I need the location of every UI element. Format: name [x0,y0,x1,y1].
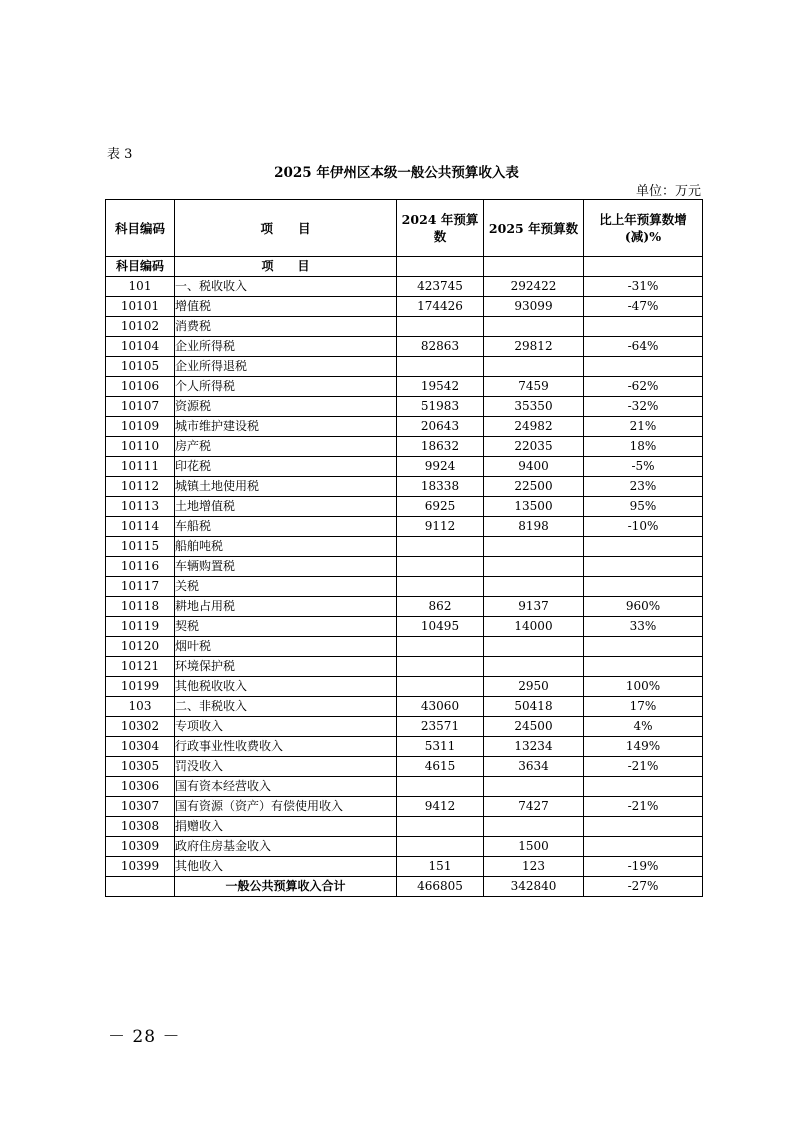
row-code: 10399 [106,857,175,877]
row-code: 10199 [106,677,175,697]
row-name: 耕地占用税 [175,597,397,617]
row-value-2024 [397,557,484,577]
header-budget-2024: 2024 年预算数 [397,200,484,257]
row-value-2025: 29812 [484,337,584,357]
row-name: 城市维护建设税 [175,417,397,437]
row-value-2025 [484,537,584,557]
row-value-2025: 9400 [484,457,584,477]
row-value-2025 [484,557,584,577]
row-change: 960% [584,597,703,617]
row-name: 烟叶税 [175,637,397,657]
row-value-2025: 8198 [484,517,584,537]
row-value-2025 [484,637,584,657]
row-name: 契税 [175,617,397,637]
table-row [106,797,703,817]
row-value-2024: 18632 [397,437,484,457]
row-code: 10111 [106,457,175,477]
table-row [106,537,703,557]
row-value-2025: 292422 [484,277,584,297]
table-row [106,497,703,517]
header-change: 比上年预算数增(减)% [584,200,703,257]
row-change [584,537,703,557]
row-code: 10102 [106,317,175,337]
subheader-empty [397,257,484,277]
row-code: 10110 [106,437,175,457]
subheader-item: 项 目 [175,257,397,277]
header-budget-2025: 2025 年预算数 [484,200,584,257]
row-value-2025: 123 [484,857,584,877]
table-row [106,417,703,437]
row-value-2025: 14000 [484,617,584,637]
row-change [584,637,703,657]
row-value-2024 [397,657,484,677]
row-value-2025: 93099 [484,297,584,317]
row-code: 10309 [106,837,175,857]
row-value-2024: 18338 [397,477,484,497]
row-name: 专项收入 [175,717,397,737]
row-name: 国有资源（资产）有偿使用收入 [175,797,397,817]
row-change [584,357,703,377]
row-code: 10118 [106,597,175,617]
row-code: 10117 [106,577,175,597]
row-change: -5% [584,457,703,477]
row-value-2024: 9924 [397,457,484,477]
table-row [106,817,703,837]
row-change [584,557,703,577]
row-value-2024 [397,357,484,377]
row-code: 10113 [106,497,175,517]
table-row [106,437,703,457]
table-row [106,517,703,537]
row-change: 149% [584,737,703,757]
table-row [106,357,703,377]
row-value-2024: 862 [397,597,484,617]
row-value-2024: 4615 [397,757,484,777]
table-row [106,777,703,797]
row-change: 100% [584,677,703,697]
table-row [106,697,703,717]
row-value-2025: 13500 [484,497,584,517]
row-code: 10119 [106,617,175,637]
row-name: 资源税 [175,397,397,417]
row-value-2024 [397,817,484,837]
total-change: -27% [584,877,703,897]
row-change: 33% [584,617,703,637]
table-row [106,457,703,477]
table-row [106,297,703,317]
row-code: 10304 [106,737,175,757]
row-change: 21% [584,417,703,437]
row-name: 企业所得税 [175,337,397,357]
table-subheader-row [106,257,703,277]
row-code: 10120 [106,637,175,657]
row-change: 95% [584,497,703,517]
total-row [106,877,703,897]
header-item: 项 目 [175,200,397,257]
row-name: 个人所得税 [175,377,397,397]
row-change [584,817,703,837]
table-row [106,837,703,857]
row-name: 土地增值税 [175,497,397,517]
row-value-2025: 3634 [484,757,584,777]
row-code: 10109 [106,417,175,437]
row-value-2024 [397,677,484,697]
table-row [106,637,703,657]
row-value-2024: 82863 [397,337,484,357]
table-row [106,857,703,877]
table-header-row [106,200,703,257]
table-row [106,277,703,297]
row-name: 其他税收收入 [175,677,397,697]
row-name: 增值税 [175,297,397,317]
row-name: 企业所得退税 [175,357,397,377]
row-name: 一、税收收入 [175,277,397,297]
row-code: 10116 [106,557,175,577]
total-value-2025: 342840 [484,877,584,897]
total-name: 一般公共预算收入合计 [175,877,397,897]
table-label: 表 3 [107,147,133,162]
table-row [106,737,703,757]
row-code: 10306 [106,777,175,797]
row-code: 10302 [106,717,175,737]
row-change: -19% [584,857,703,877]
subheader-empty [584,257,703,277]
row-code: 10107 [106,397,175,417]
table-row [106,677,703,697]
row-value-2025: 35350 [484,397,584,417]
row-code: 10106 [106,377,175,397]
row-value-2025: 22035 [484,437,584,457]
row-value-2025 [484,657,584,677]
row-value-2024: 5311 [397,737,484,757]
row-code: 10114 [106,517,175,537]
row-code: 10121 [106,657,175,677]
budget-table [105,199,703,897]
row-value-2025: 7459 [484,377,584,397]
row-change: 18% [584,437,703,457]
subheader-code: 科目编码 [106,257,175,277]
row-value-2024: 43060 [397,697,484,717]
row-name: 关税 [175,577,397,597]
row-value-2025: 7427 [484,797,584,817]
row-code: 10105 [106,357,175,377]
row-name: 捐赠收入 [175,817,397,837]
row-name: 政府住房基金收入 [175,837,397,857]
row-value-2024: 9112 [397,517,484,537]
row-value-2025: 22500 [484,477,584,497]
table-row [106,477,703,497]
row-name: 国有资本经营收入 [175,777,397,797]
row-value-2024 [397,317,484,337]
row-change: 4% [584,717,703,737]
row-value-2024: 19542 [397,377,484,397]
row-value-2025 [484,817,584,837]
subheader-empty [484,257,584,277]
total-code [106,877,175,897]
table-row [106,597,703,617]
row-value-2024: 20643 [397,417,484,437]
row-change: -21% [584,797,703,817]
row-code: 101 [106,277,175,297]
table-row [106,557,703,577]
row-change: -32% [584,397,703,417]
table-row [106,397,703,417]
table-row [106,577,703,597]
row-change: 17% [584,697,703,717]
row-value-2024: 174426 [397,297,484,317]
row-name: 房产税 [175,437,397,457]
row-value-2024: 423745 [397,277,484,297]
row-value-2025 [484,357,584,377]
row-name: 城镇土地使用税 [175,477,397,497]
row-value-2025: 2950 [484,677,584,697]
row-value-2025: 24982 [484,417,584,437]
row-code: 10308 [106,817,175,837]
row-value-2024: 6925 [397,497,484,517]
row-value-2025 [484,777,584,797]
row-change: -47% [584,297,703,317]
row-value-2025 [484,317,584,337]
row-value-2024: 23571 [397,717,484,737]
table-row [106,617,703,637]
row-value-2024: 10495 [397,617,484,637]
row-name: 车辆购置税 [175,557,397,577]
row-value-2025: 24500 [484,717,584,737]
header-code: 科目编码 [106,200,175,257]
table-row [106,337,703,357]
row-name: 环境保护税 [175,657,397,677]
row-code: 10101 [106,297,175,317]
row-change: -10% [584,517,703,537]
row-change: -21% [584,757,703,777]
row-code: 10307 [106,797,175,817]
row-name: 二、非税收入 [175,697,397,717]
row-code: 103 [106,697,175,717]
row-value-2025 [484,577,584,597]
row-value-2025: 9137 [484,597,584,617]
row-value-2024 [397,637,484,657]
row-value-2024 [397,837,484,857]
row-value-2024: 151 [397,857,484,877]
row-value-2025: 1500 [484,837,584,857]
row-value-2025: 13234 [484,737,584,757]
page-number: － 28 － [108,1027,181,1047]
row-name: 其他收入 [175,857,397,877]
row-change: -31% [584,277,703,297]
row-code: 10104 [106,337,175,357]
row-change: -62% [584,377,703,397]
row-value-2024 [397,537,484,557]
row-code: 10305 [106,757,175,777]
table-row [106,657,703,677]
row-value-2024 [397,577,484,597]
row-change [584,657,703,677]
row-change [584,777,703,797]
row-name: 罚没收入 [175,757,397,777]
row-name: 行政事业性收费收入 [175,737,397,757]
row-name: 消费税 [175,317,397,337]
row-value-2024 [397,777,484,797]
row-name: 船舶吨税 [175,537,397,557]
row-value-2024: 9412 [397,797,484,817]
page-title: 2025 年伊州区本级一般公共预算收入表 [274,165,519,181]
row-change [584,837,703,857]
row-value-2024: 51983 [397,397,484,417]
table-row [106,377,703,397]
row-change [584,577,703,597]
row-value-2025: 50418 [484,697,584,717]
row-code: 10115 [106,537,175,557]
row-name: 车船税 [175,517,397,537]
row-change [584,317,703,337]
unit-label: 单位：万元 [635,184,701,199]
row-code: 10112 [106,477,175,497]
total-value-2024: 466805 [397,877,484,897]
table-row [106,757,703,777]
row-change: 23% [584,477,703,497]
table-row [106,317,703,337]
table-row [106,717,703,737]
row-change: -64% [584,337,703,357]
row-name: 印花税 [175,457,397,477]
